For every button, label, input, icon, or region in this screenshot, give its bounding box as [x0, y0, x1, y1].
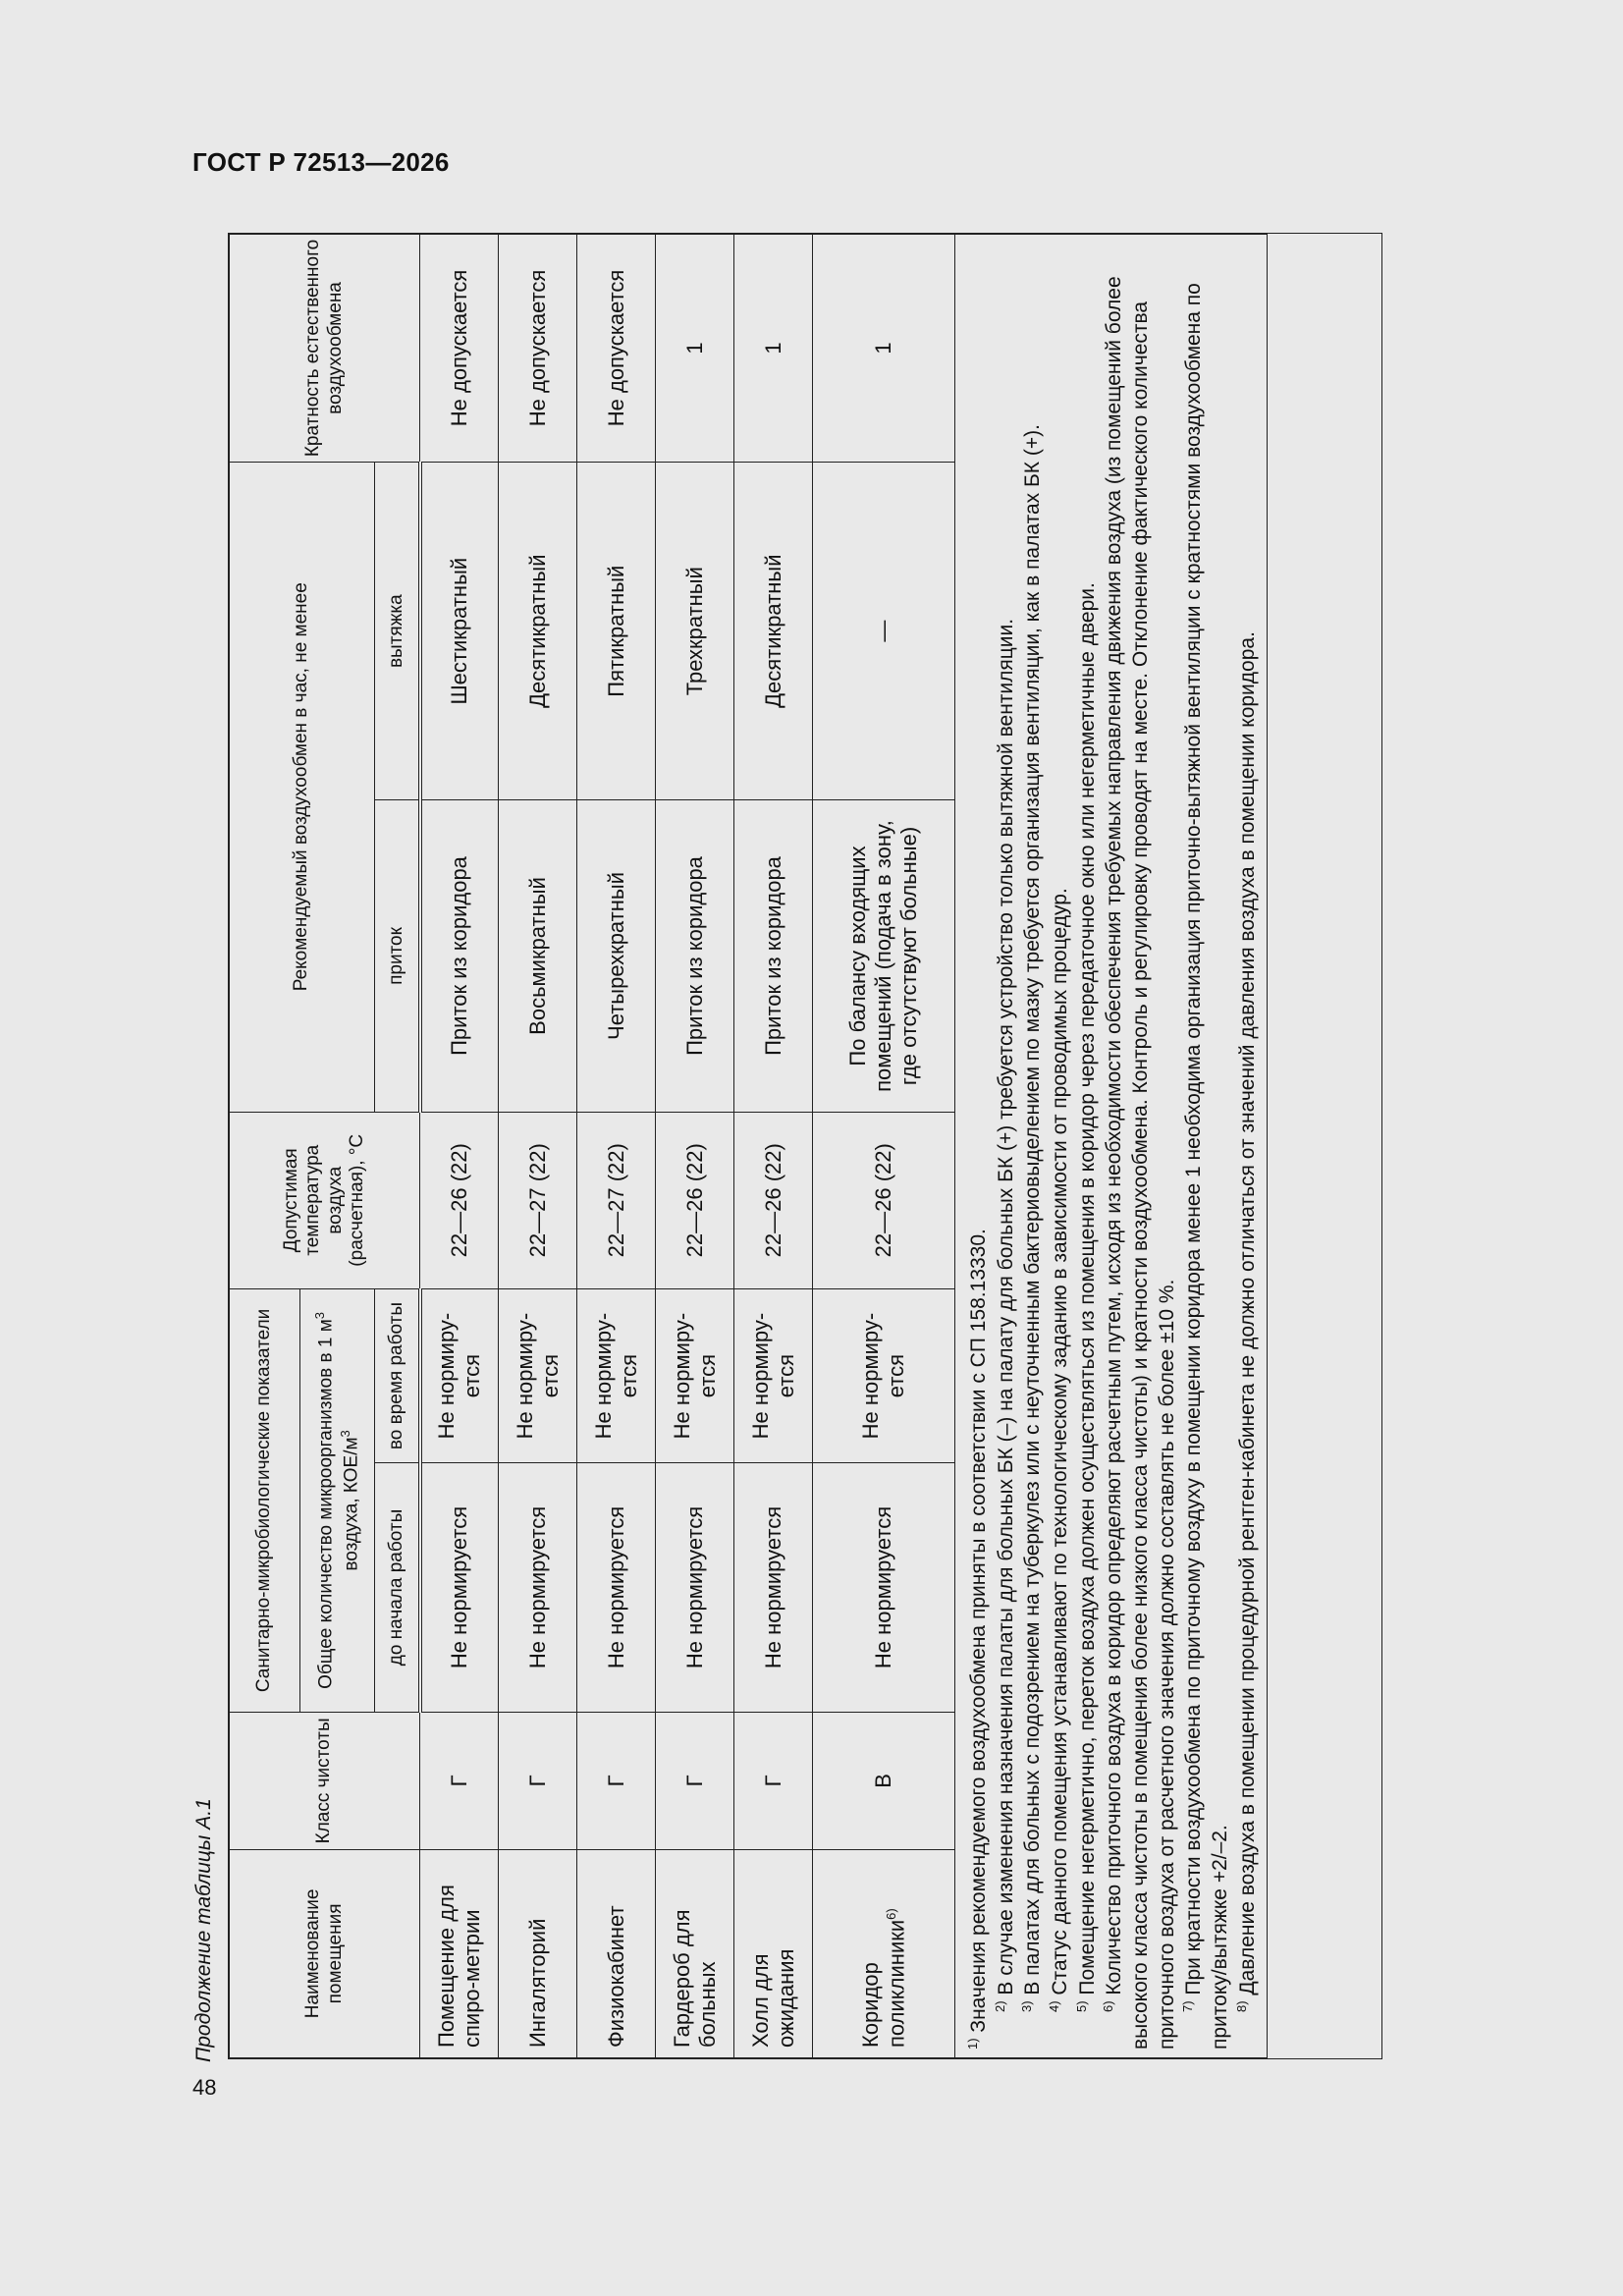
cell-exhaust: Трехкратный	[656, 462, 734, 799]
cell-before: Не нормируется	[577, 1463, 656, 1713]
cell-name: Холл для ожидания	[734, 1849, 813, 2057]
cell-natural: 1	[734, 235, 813, 463]
cell-natural: 1	[813, 235, 955, 463]
footnote	[1047, 243, 1074, 2050]
header-before-work: до начала работы	[375, 1463, 420, 1713]
cell-class: Г	[420, 1712, 499, 1849]
cell-class: В	[813, 1712, 955, 1849]
cell-exhaust: Десятикратный	[499, 462, 577, 799]
table-row	[499, 235, 577, 2058]
footnote-mark: 4)	[1046, 2000, 1061, 2012]
footnote-mark: 1)	[965, 2038, 980, 2050]
footnote-text: Давление воздуха в помещении процедурной рентген-кабинета не должно отличаться от значений давления воздуха в помещении коридора.	[1235, 631, 1259, 2001]
footnote-mark: 8)	[1233, 2000, 1249, 2012]
cell-during: Не нормиру-ется	[813, 1288, 955, 1462]
footnotes-cell	[955, 235, 1268, 2058]
table-caption: Продолжение таблицы А.1	[192, 1798, 215, 2062]
cell-natural: Не допускается	[577, 235, 656, 463]
cell-during: Не нормиру-ется	[420, 1288, 499, 1462]
table-row	[577, 235, 656, 2058]
footnote	[1074, 243, 1102, 2050]
cell-name: Помещение для спиро-метрии	[420, 1849, 499, 2057]
cell-supply: Приток из коридора	[656, 800, 734, 1112]
cell-class: Г	[656, 1712, 734, 1849]
table-row	[656, 235, 734, 2058]
cell-before: Не нормируется	[656, 1463, 734, 1713]
cell-supply: Приток из коридора	[420, 800, 499, 1112]
cell-name: Физиокабинет	[577, 1849, 656, 2057]
cell-before: Не нормируется	[420, 1463, 499, 1713]
footnote-text: Статус данного помещения устанавливают по технологическому заданию в зависимости от проводимых процедур.	[1048, 888, 1071, 2001]
cell-natural: Не допускается	[420, 235, 499, 463]
footnote	[1234, 243, 1262, 2050]
cell-temp: 22—26 (22)	[656, 1112, 734, 1288]
footnote-mark: 3)	[1019, 2000, 1035, 2012]
footnote	[1019, 243, 1047, 2050]
rotated-table-region	[192, 88, 1420, 2062]
cell-class: Г	[577, 1712, 656, 1849]
cell-temp: 22—26 (22)	[420, 1112, 499, 1288]
cell-temp: 22—27 (22)	[499, 1112, 577, 1288]
cell-class: Г	[734, 1712, 813, 1849]
header-microorganisms: Общее количество микроорганизмов в 1 $м^3$ воздуха, КОЕ/$м^3$	[300, 1288, 375, 1712]
header-cleanliness-class: Класс чистоты	[230, 1712, 420, 1849]
table-row	[420, 235, 499, 2058]
cell-natural: Не допускается	[499, 235, 577, 463]
cell-supply: Восьмикратный	[499, 800, 577, 1112]
footnote-mark: 6)	[1101, 2000, 1116, 2012]
footnote	[993, 243, 1020, 2050]
header-recommended-exchange: Рекомендуемый воздухообмен в час, не менее	[230, 462, 375, 1112]
footnote-text: В случае изменения назначения палаты для больных БК (–) на палату для больных БК (+) требуется устройство только вытяжной вентиляции.	[994, 618, 1017, 2001]
cell-during: Не нормиру-ется	[656, 1288, 734, 1462]
footnote-text: Значения рекомендуемого воздухообмена приняты в соответствии с СП 158.13330.	[967, 1229, 990, 2039]
footnote-mark: 2)	[992, 2000, 1007, 2012]
cell-name: Ингаляторий	[499, 1849, 577, 2057]
cell-during: Не нормиру-ется	[499, 1288, 577, 1462]
cell-before: Не нормируется	[734, 1463, 813, 1713]
footnote-text: При кратности воздухообмена по приточному воздуху в помещении коридора менее 1 необходима организация приточно-вытяжной вентиляции с кратностями воздухообмена по притоку/вытяжке +2/–2.	[1182, 283, 1231, 2050]
footnote-mark: 5)	[1073, 2000, 1089, 2012]
footnote	[965, 243, 993, 2050]
footnote-mark: 7)	[1180, 2000, 1196, 2012]
footnote-text: Помещение негерметично, переток воздуха должен осуществляться из помещения в коридор через передаточное окно или негерметичные двери.	[1075, 582, 1099, 2001]
ventilation-table	[229, 234, 1268, 2058]
cell-exhaust: Шестикратный	[420, 462, 499, 799]
cell-supply: Четырехкратный	[577, 800, 656, 1112]
footnote-text: Количество приточного воздуха в коридор определяют расчетным путем, исходя из необходимости обеспечения требуемых направления движения воздуха (из помещений более высокого класса чистоты в помещения более низкого класса чистоты) и кратности воздухообмена. Контроль и регулировку проводят на месте. Отклонение фактического количества приточного воздуха от расчетного значения должно составлять не более ±10 %.	[1103, 276, 1178, 2050]
cell-class: Г	[499, 1712, 577, 1849]
header-exhaust: вытяжка	[375, 462, 420, 799]
footnote-text: В палатах для больных с подозрением на туберкулез или с неуточненным бактериовыделением по мазку требуется организация вентиляции, как в палатах БК (+).	[1021, 424, 1045, 2001]
header-sanitary: Санитарно-микробиологические показатели	[230, 1288, 300, 1712]
cell-before: Не нормируется	[499, 1463, 577, 1713]
footnote	[1180, 243, 1233, 2050]
footnote	[1101, 243, 1180, 2050]
cell-temp: 22—26 (22)	[734, 1112, 813, 1288]
cell-temp: 22—27 (22)	[577, 1112, 656, 1288]
cell-before: Не нормируется	[813, 1463, 955, 1713]
cell-supply: По балансу входящих помещений (подача в зону, где отсутствуют больные)	[813, 800, 955, 1112]
cell-exhaust: Десятикратный	[734, 462, 813, 799]
cell-during: Не нормиру-ется	[577, 1288, 656, 1462]
cell-supply: Приток из коридора	[734, 800, 813, 1112]
footnote-ref: 6)	[883, 1908, 898, 1920]
cell-name: Коридор поликлиники$^{6)}$	[813, 1849, 955, 2057]
header-supply: приток	[375, 800, 420, 1112]
cell-natural: 1	[656, 235, 734, 463]
header-room-name: Наименование помещения	[230, 1849, 420, 2057]
header-natural-exchange: Кратность естественного воздухообмена	[230, 235, 420, 463]
footnotes	[955, 235, 1267, 2057]
table-row	[734, 235, 813, 2058]
table-row	[813, 235, 955, 2058]
cell-temp: 22—26 (22)	[813, 1112, 955, 1288]
cell-exhaust: —	[813, 462, 955, 799]
document-code: ГОСТ Р 72513—2026	[192, 147, 450, 177]
table-frame	[228, 233, 1382, 2059]
cell-exhaust: Пятикратный	[577, 462, 656, 799]
cell-name: Гардероб для больных	[656, 1849, 734, 2057]
header-during-work: во время работы	[375, 1288, 420, 1462]
page-number: 48	[192, 2075, 217, 2100]
header-temperature: Допустимая температура воздуха (расчетная), °С	[230, 1112, 420, 1288]
cell-during: Не нормиру-ется	[734, 1288, 813, 1462]
table-body	[420, 235, 955, 2058]
